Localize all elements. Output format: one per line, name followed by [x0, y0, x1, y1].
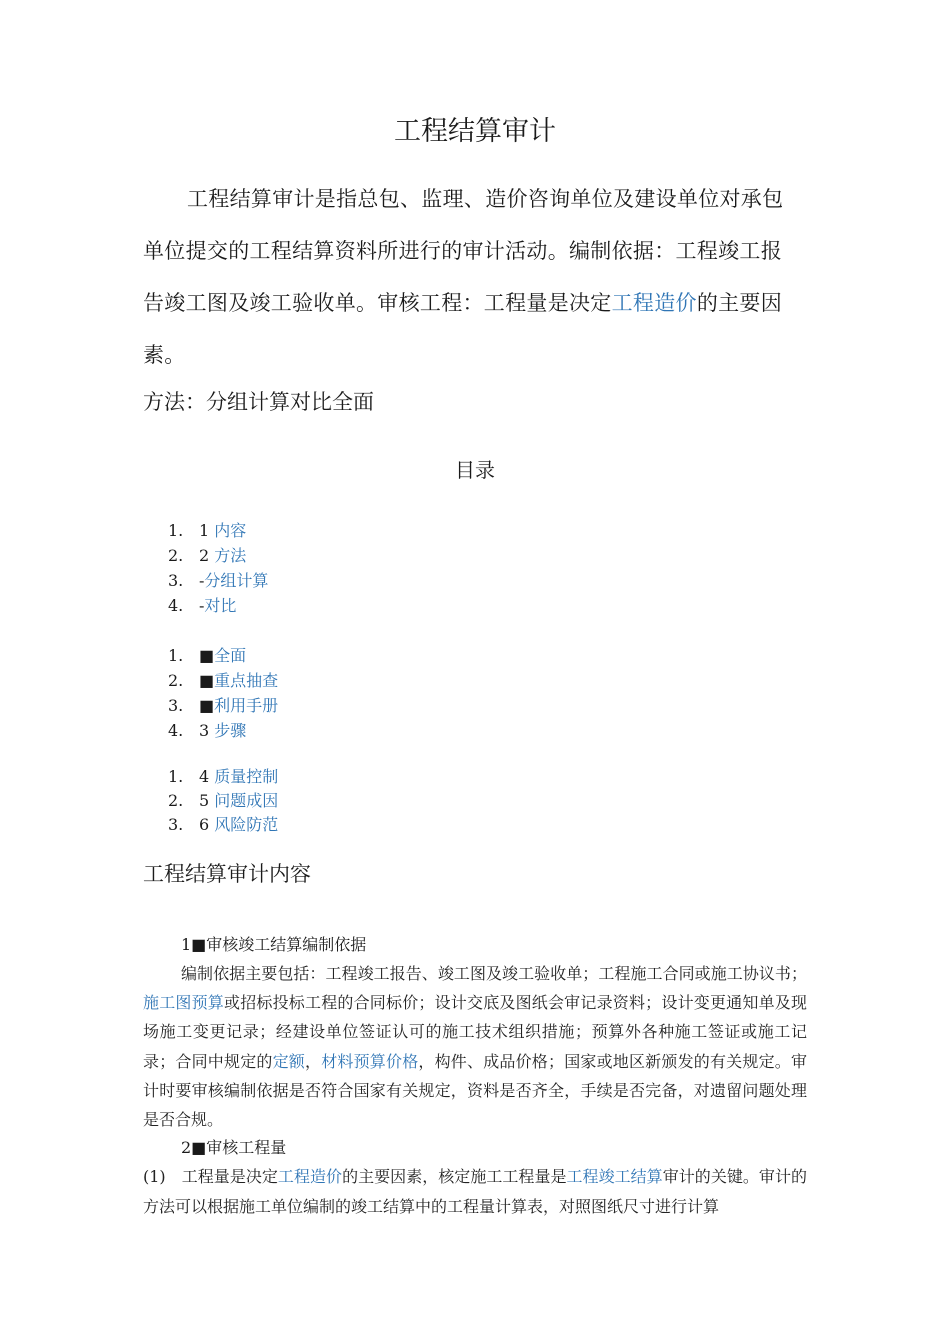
intro-text: 工程结算审计是指总包、监理、造价咨询单位及建设单位对承包单位提交的工程结算资料所进行的审计活动。编制依据：工程竣工报告竣工图及竣工验收单。审核工程：工程量是决定	[143, 187, 784, 315]
toc-prefix: 4	[199, 767, 215, 786]
toc-item	[168, 789, 278, 813]
toc-prefix: 3	[199, 721, 215, 740]
toc-prefix: 1	[199, 521, 215, 540]
toc-group-3	[168, 765, 278, 837]
toc-num: 3.	[168, 571, 184, 590]
toc-title: 目录	[455, 458, 495, 482]
toc-link-causes[interactable]: 问题成因	[214, 791, 279, 810]
para-text: 的主要因素，核定施工工程量是	[342, 1167, 567, 1186]
para-text: 编制依据主要包括：工程竣工报告、竣工图及竣工验收单；工程施工合同或施工协议书；	[181, 964, 807, 983]
link-engineering-cost[interactable]: 工程造价	[277, 1167, 343, 1186]
intro-paragraph	[143, 173, 793, 381]
link-quota[interactable]: 定额	[272, 1051, 305, 1071]
para-text: (1) 工程量是决定	[143, 1167, 278, 1186]
toc-link-steps[interactable]: 步骤	[214, 721, 247, 740]
toc-num: 1.	[168, 646, 184, 665]
subheading-quantity: 2■审核工程量	[181, 1138, 287, 1157]
toc-num: 4.	[168, 596, 184, 615]
toc-link-content[interactable]: 内容	[214, 521, 247, 540]
toc-link-full[interactable]: 全面	[214, 646, 247, 665]
toc-prefix: -	[199, 596, 205, 615]
toc-num: 2.	[168, 671, 184, 690]
para-text: ，	[305, 1051, 322, 1071]
toc-item	[168, 518, 268, 543]
toc-link-spot-check[interactable]: 重点抽查	[214, 671, 279, 690]
link-completion-settlement[interactable]: 工程竣工结算	[566, 1167, 663, 1186]
toc-link-method[interactable]: 方法	[214, 546, 247, 565]
para-text: 或招标投标工程的合同标价；设计交底及图纸会审记录资料；设计变更通知单及现场施工变更记录；经建设单位签证认可的施工技术组织措施；预算外各种施工签证或施工记录；合同中规定的	[143, 993, 807, 1071]
toc-prefix: 5	[199, 791, 215, 810]
body-block-1	[143, 959, 807, 1134]
toc-num: 3.	[168, 696, 184, 715]
toc-item	[168, 765, 278, 789]
toc-item	[168, 718, 278, 743]
toc-num: 2.	[168, 791, 184, 810]
toc-prefix: ■	[199, 696, 215, 715]
toc-num: 1.	[168, 521, 184, 540]
method-line: 方法：分组计算对比全面	[143, 390, 374, 414]
paragraph-quantity	[143, 1162, 807, 1221]
toc-item	[168, 543, 268, 568]
toc-prefix: -	[199, 571, 205, 590]
toc-link-handbook[interactable]: 利用手册	[214, 696, 279, 715]
toc-group-2	[168, 643, 278, 743]
section-title: 工程结算审计内容	[143, 862, 311, 886]
toc-item	[168, 593, 268, 618]
link-construction-budget[interactable]: 施工图预算	[143, 993, 224, 1013]
toc-link-risk[interactable]: 风险防范	[214, 815, 279, 834]
toc-item	[168, 693, 278, 718]
para-text: 审计的关键。审计的方法可以根据施工单位编制的竣工结算中的工程量计算表，对照图纸尺寸进行计算	[143, 1167, 807, 1216]
intro-link-engineering-cost[interactable]: 工程造价	[611, 291, 697, 315]
toc-link-group-calc[interactable]: 分组计算	[204, 571, 269, 590]
toc-link-compare[interactable]: 对比	[204, 596, 237, 615]
toc-item	[168, 643, 278, 668]
toc-prefix: ■	[199, 671, 215, 690]
toc-num: 1.	[168, 767, 184, 786]
body-block-2	[143, 1162, 807, 1221]
toc-prefix: 2	[199, 546, 215, 565]
para-text: ，构件、成品价格；国家或地区新颁发的有关规定。审计时要审核编制依据是否符合国家有关规定，资料是否齐全，手续是否完备，对遗留问题处理是否合规。	[143, 1051, 807, 1130]
toc-item	[168, 568, 268, 593]
toc-prefix: ■	[199, 646, 215, 665]
toc-prefix: 6	[199, 815, 215, 834]
paragraph-basis	[143, 959, 807, 1134]
document-title: 工程结算审计	[394, 116, 556, 147]
toc-item	[168, 813, 278, 837]
intro-text-end: 的主要因素。	[143, 291, 783, 367]
link-material-price[interactable]: 材料预算价格	[321, 1051, 419, 1071]
toc-link-quality[interactable]: 质量控制	[214, 767, 279, 786]
toc-num: 3.	[168, 815, 184, 834]
toc-group-1	[168, 518, 268, 618]
toc-num: 2.	[168, 546, 184, 565]
subheading-basis: 1■审核竣工结算编制依据	[181, 935, 367, 954]
toc-num: 4.	[168, 721, 184, 740]
toc-item	[168, 668, 278, 693]
